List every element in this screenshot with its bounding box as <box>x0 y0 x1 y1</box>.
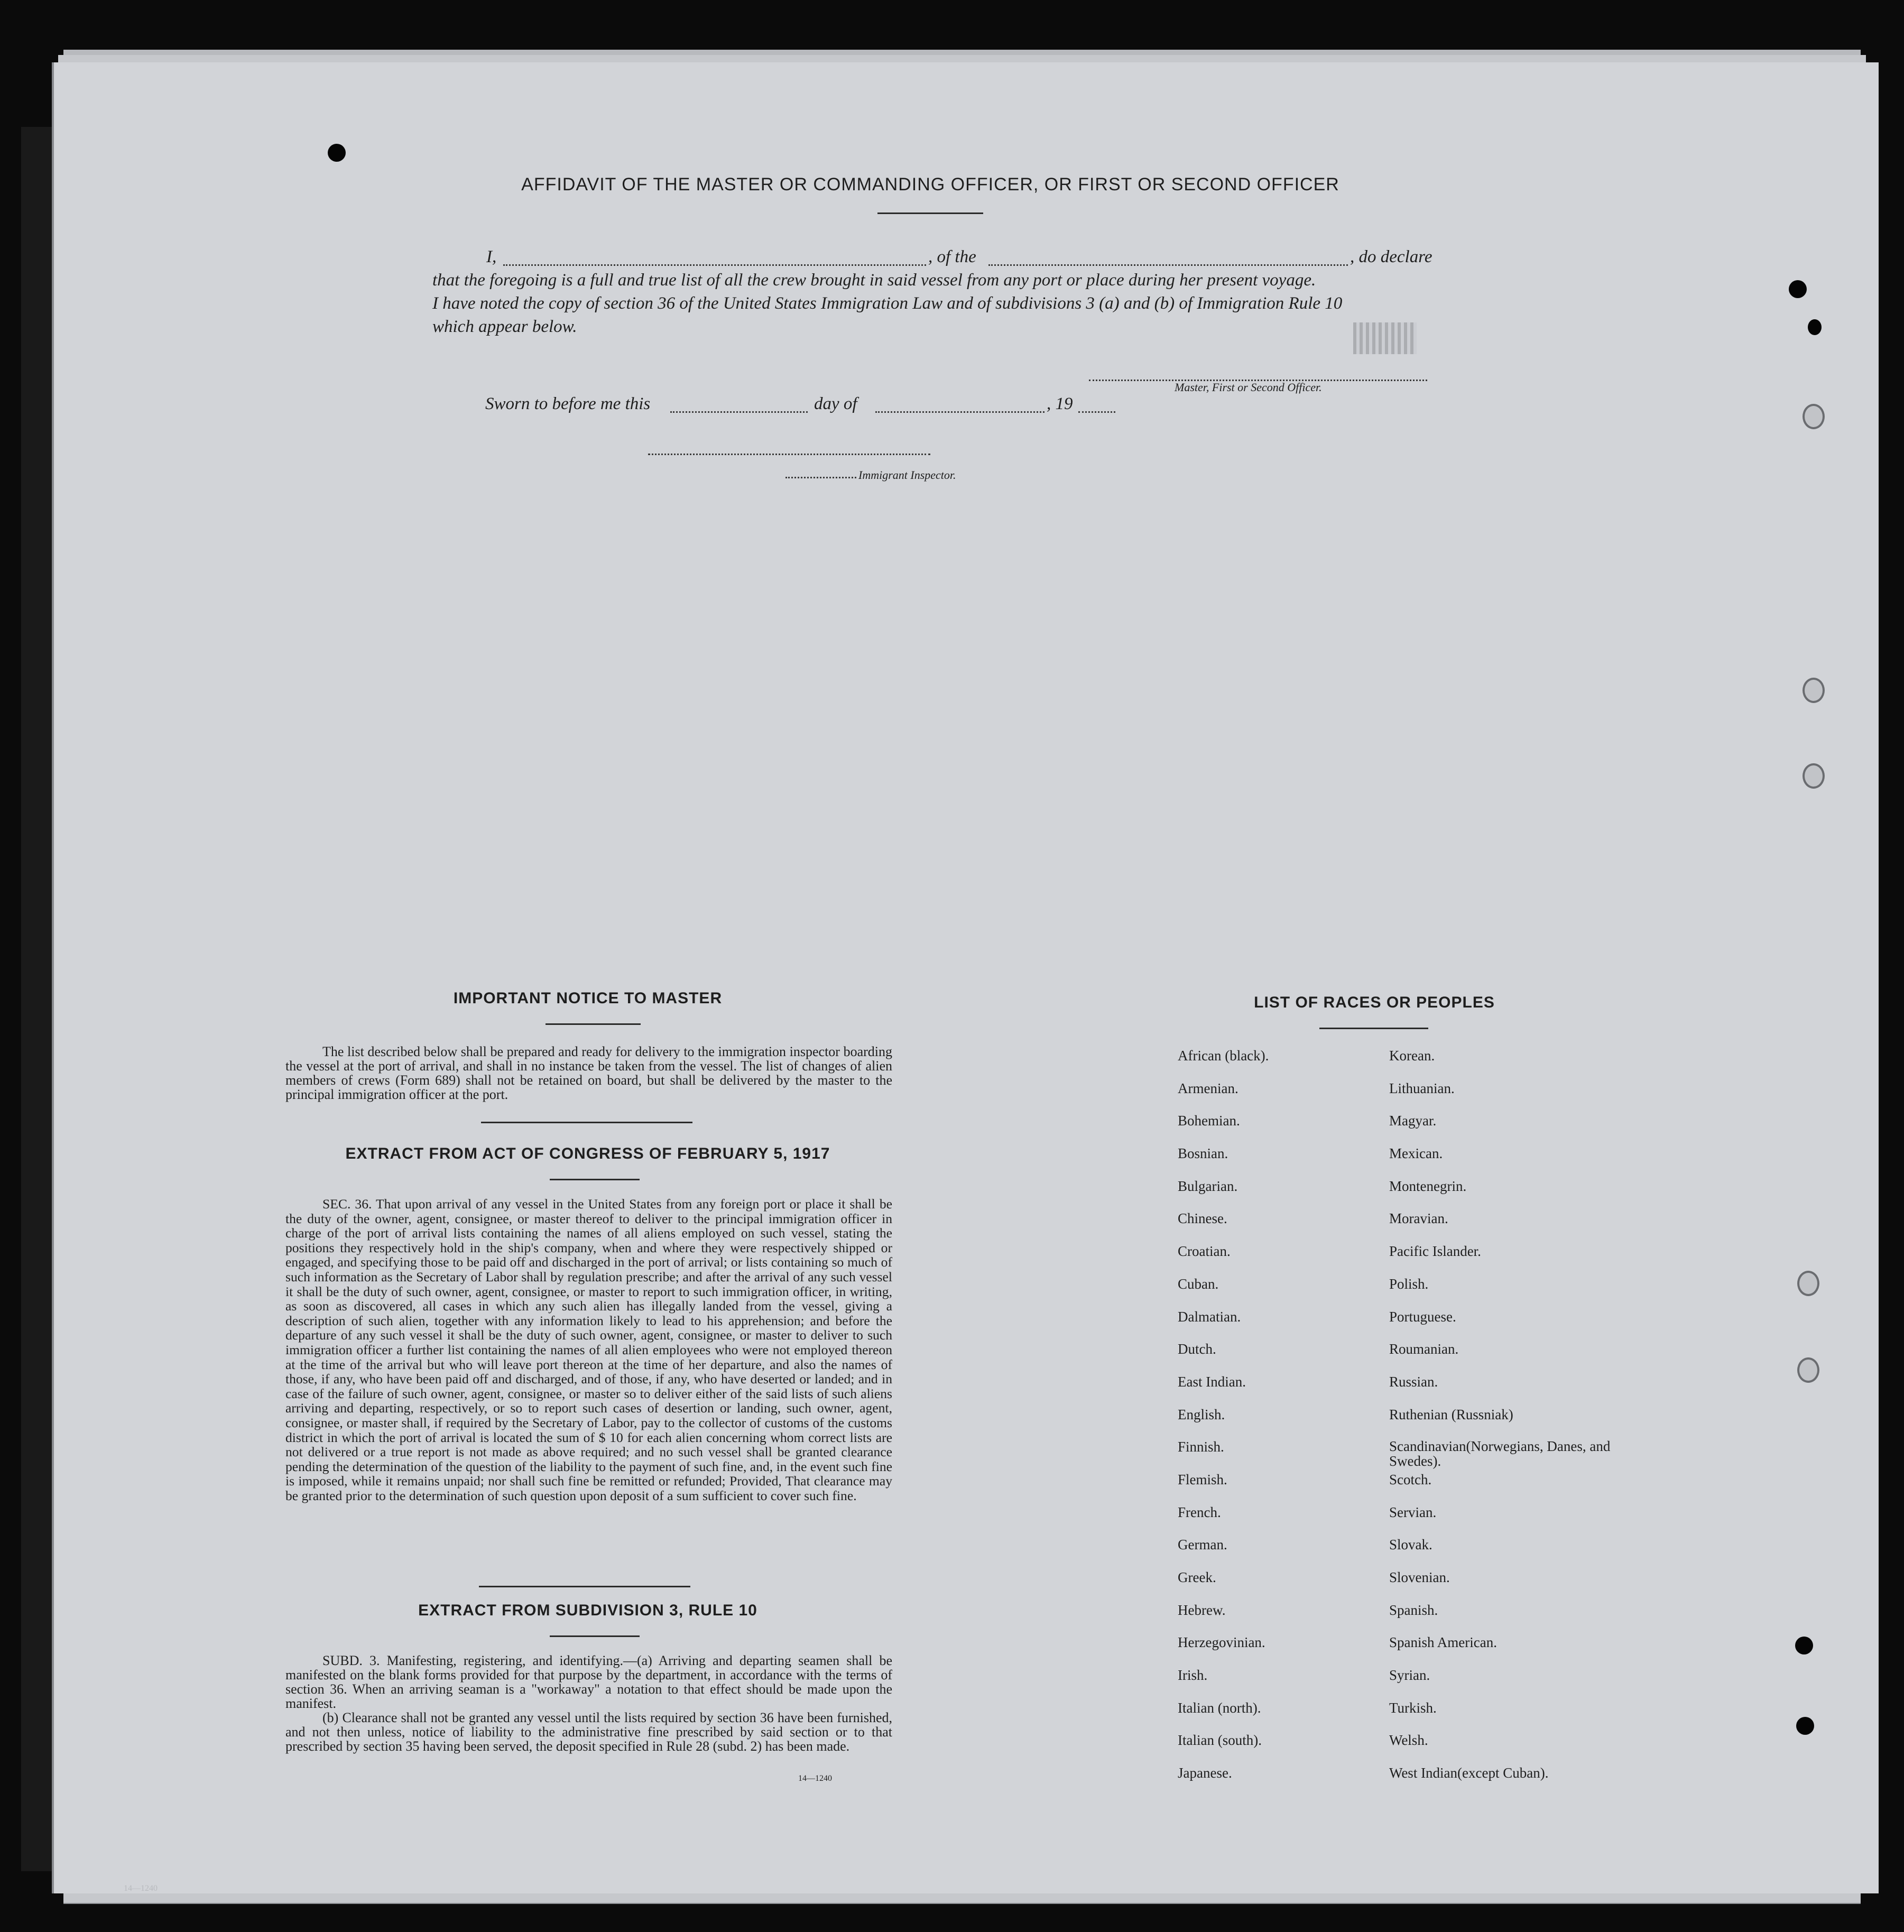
signature-label: Master, First or Second Officer. <box>1175 381 1322 394</box>
races-column-2 <box>1389 1048 1622 1798</box>
races-divider <box>1319 1028 1428 1029</box>
race-item: Bohemian. <box>1178 1113 1240 1129</box>
sworn-day-blank <box>670 411 808 413</box>
act-text: SEC. 36. That upon arrival of any vessel in the United States from any foreign port or place it shall be the duty of the owner, agent, consignee, or master thereof to deliver to the principal immigration officer in charge of the port of arrival lists containing the names of all aliens employed on such vessel, stating the positions they respectively hold in the ship's company, when and where they were respectively shipped or engaged, and specifying those to be paid off and discharged in the port of arrival; or lists containing so much of such information as the Secretary of Labor shall by regulation prescribe; and after the arrival of any such vessel it shall be the duty of such owner, agent, consignee, or master to report to such immigration officer, in writing, as soon as discovered, all cases in which any such alien has illegally landed from the vessel, giving a description of such alien, together with any information likely to lead to his apprehension; and before the departure of any such vessel it shall be the duty of such owner, agent, consignee, or master to deliver to such immigration officer a further list containing the names of all alien employees who were not employed thereon at the time of the arrival but who will leave port thereon at the time of her departure, and also the names of those, if any, who have been paid off and discharged, and of those, if any, who have deserted or landed; and in case of the failure of such owner, agent, consignee, or master so to deliver either of the said lists of such aliens arriving and departing, respectively, or so to report such cases of desertion or landing, such owner, agent, consignee, or master shall, if required by the Secretary of Labor, pay to the collector of customs of the customs district in which the port of arrival is located the sum of $ 10 for each alien concerning whom correct lists are not delivered or a true report is not made as above required; and no such vessel shall be granted clearance pending the determination of the question of the liability to the payment of such fine, and, in the event such fine is imposed, while it remains unpaid; nor shall such fine be remitted or refunded; Provided, That clearance may be granted prior to the determination of such question upon deposit of a sum sufficient to cover such fine. <box>285 1196 892 1503</box>
binder-ring <box>1803 678 1825 703</box>
inspector-label: Immigrant Inspector. <box>858 468 956 482</box>
race-item: Moravian. <box>1389 1210 1448 1227</box>
sworn-month-blank <box>875 411 1045 413</box>
race-item: Bulgarian. <box>1178 1178 1238 1194</box>
race-item: Chinese. <box>1178 1210 1227 1227</box>
form-number: 14—1240 <box>798 1774 832 1783</box>
race-item: Servian. <box>1389 1504 1437 1520</box>
binder-ring <box>1797 1357 1819 1383</box>
act-divider <box>550 1179 640 1180</box>
sworn-year: , 19 <box>1047 394 1073 413</box>
race-item: Ruthenian (Russniak) <box>1389 1406 1513 1422</box>
race-item: Cuban. <box>1178 1275 1219 1292</box>
race-item: Finnish. <box>1178 1439 1224 1455</box>
notice-divider <box>546 1023 641 1025</box>
binder-ring <box>1797 1271 1819 1296</box>
race-item: Roumanian. <box>1389 1341 1459 1357</box>
race-item: Slovenian. <box>1389 1569 1450 1585</box>
affidavit-line-4: which appear below. <box>432 317 577 336</box>
punch-hole <box>328 144 346 162</box>
punch-hole <box>1796 1717 1814 1735</box>
race-item: Herzegovinian. <box>1178 1634 1265 1651</box>
sworn-year-blank <box>1078 411 1115 413</box>
inspector-prefix-dots <box>785 477 856 478</box>
race-item: Montenegrin. <box>1389 1178 1467 1194</box>
race-item: Magyar. <box>1389 1113 1437 1129</box>
race-item: Slovak. <box>1389 1537 1432 1553</box>
race-item: West Indian(except Cuban). <box>1389 1765 1549 1781</box>
race-item: Korean. <box>1389 1048 1435 1064</box>
race-item: East Indian. <box>1178 1373 1246 1390</box>
races-column-1 <box>1178 1048 1368 1798</box>
punch-hole <box>1795 1637 1813 1654</box>
race-item: Hebrew. <box>1178 1602 1226 1618</box>
race-item: Dutch. <box>1178 1341 1216 1357</box>
faint-stamp-mark <box>1353 322 1417 354</box>
race-item: Portuguese. <box>1389 1308 1456 1325</box>
punch-hole <box>1808 319 1822 335</box>
race-item: French. <box>1178 1504 1221 1520</box>
race-item: African (black). <box>1178 1048 1269 1064</box>
race-item: English. <box>1178 1406 1225 1422</box>
race-item: Scotch. <box>1389 1471 1432 1487</box>
race-item: Armenian. <box>1178 1080 1238 1096</box>
race-item: Turkish. <box>1389 1699 1437 1716</box>
punch-hole <box>1789 280 1807 298</box>
race-item: Croatian. <box>1178 1243 1231 1260</box>
race-item: Spanish American. <box>1389 1634 1497 1651</box>
race-item: Russian. <box>1389 1373 1438 1390</box>
rule-para-b: (b) Clearance shall not be granted any vessel until the lists required by section 36 have been furnished, and not then unless, notice of liability to the administrative fine prescribed by said section or to that prescribed by section 35 having been served, the deposit specified in Rule 28 (subd. 2) has been made. <box>285 1710 892 1754</box>
underlying-page-bottom-edge <box>63 1892 1861 1904</box>
race-item: Spanish. <box>1389 1602 1438 1618</box>
affidavit-line-3: I have noted the copy of section 36 of the United States Immigration Law and of subdivisions 3 (a) and (b) of Immigration Rule 10 <box>432 294 1343 313</box>
race-item: Dalmatian. <box>1178 1308 1241 1325</box>
race-item: Scandinavian(Norwegians, Danes, and Swedes). <box>1389 1438 1611 1469</box>
vessel-blank <box>988 264 1348 266</box>
affidavit-line-2: that the foregoing is a full and true list of all the crew brought in said vessel from any port or place during her present voyage. <box>432 271 1316 290</box>
races-title: LIST OF RACES OR PEOPLES <box>1254 994 1495 1011</box>
binder-ring <box>1803 404 1825 429</box>
race-item: Greek. <box>1178 1569 1216 1585</box>
race-item: German. <box>1178 1537 1227 1553</box>
name-blank <box>503 264 926 266</box>
race-item: Bosnian. <box>1178 1145 1228 1162</box>
affidavit-title: AFFIDAVIT OF THE MASTER OR COMMANDING OFFICER, OR FIRST OR SECOND OFFICER <box>521 174 1339 195</box>
affidavit-of-the: , of the <box>928 247 976 266</box>
race-item: Syrian. <box>1389 1667 1430 1684</box>
race-item: Polish. <box>1389 1275 1429 1292</box>
binding-shadow <box>21 127 53 1871</box>
affidavit-i: I, <box>486 247 497 266</box>
inspector-signature-blank <box>648 454 930 455</box>
act-title: EXTRACT FROM ACT OF CONGRESS OF FEBRUARY 5, 1917 <box>345 1145 830 1162</box>
binder-ring <box>1803 763 1825 789</box>
race-item: Welsh. <box>1389 1732 1428 1749</box>
rule-para-a: SUBD. 3. Manifesting, registering, and identifying.—(a) Arriving and departing seamen shall be manifested on the blank forms provided for that purpose by the department, in accordance with the terms of section 36. When an arriving seaman is a "workaway" a notation to that effect should be made upon the manifest. <box>285 1653 892 1711</box>
sworn-day-of: day of <box>814 394 857 413</box>
sworn-prefix: Sworn to before me this <box>485 394 651 413</box>
race-item: Italian (north). <box>1178 1699 1261 1716</box>
notice-title: IMPORTANT NOTICE TO MASTER <box>453 990 723 1007</box>
notice-text: The list described below shall be prepared and ready for delivery to the immigration inspector boarding the vessel at the port of arrival, and shall in no instance be taken from the vessel. The list of changes of alien members of crews (Form 689) shall not be retained on board, but shall be delivered by the master to the principal immigration officer at the port. <box>285 1044 892 1102</box>
race-item: Flemish. <box>1178 1471 1227 1487</box>
section-divider <box>479 1586 690 1587</box>
race-item: Mexican. <box>1389 1145 1443 1162</box>
corner-form-number: 14—1240 <box>124 1884 158 1893</box>
section-divider <box>481 1122 692 1123</box>
rule-divider <box>550 1635 640 1637</box>
race-item: Lithuanian. <box>1389 1080 1455 1096</box>
race-item: Irish. <box>1178 1667 1208 1684</box>
race-item: Italian (south). <box>1178 1732 1262 1749</box>
race-item: Pacific Islander. <box>1389 1243 1481 1260</box>
affidavit-declare: , do declare <box>1350 247 1432 266</box>
rule-title: EXTRACT FROM SUBDIVISION 3, RULE 10 <box>418 1602 757 1619</box>
race-item: Japanese. <box>1178 1765 1232 1781</box>
title-divider <box>877 212 983 214</box>
